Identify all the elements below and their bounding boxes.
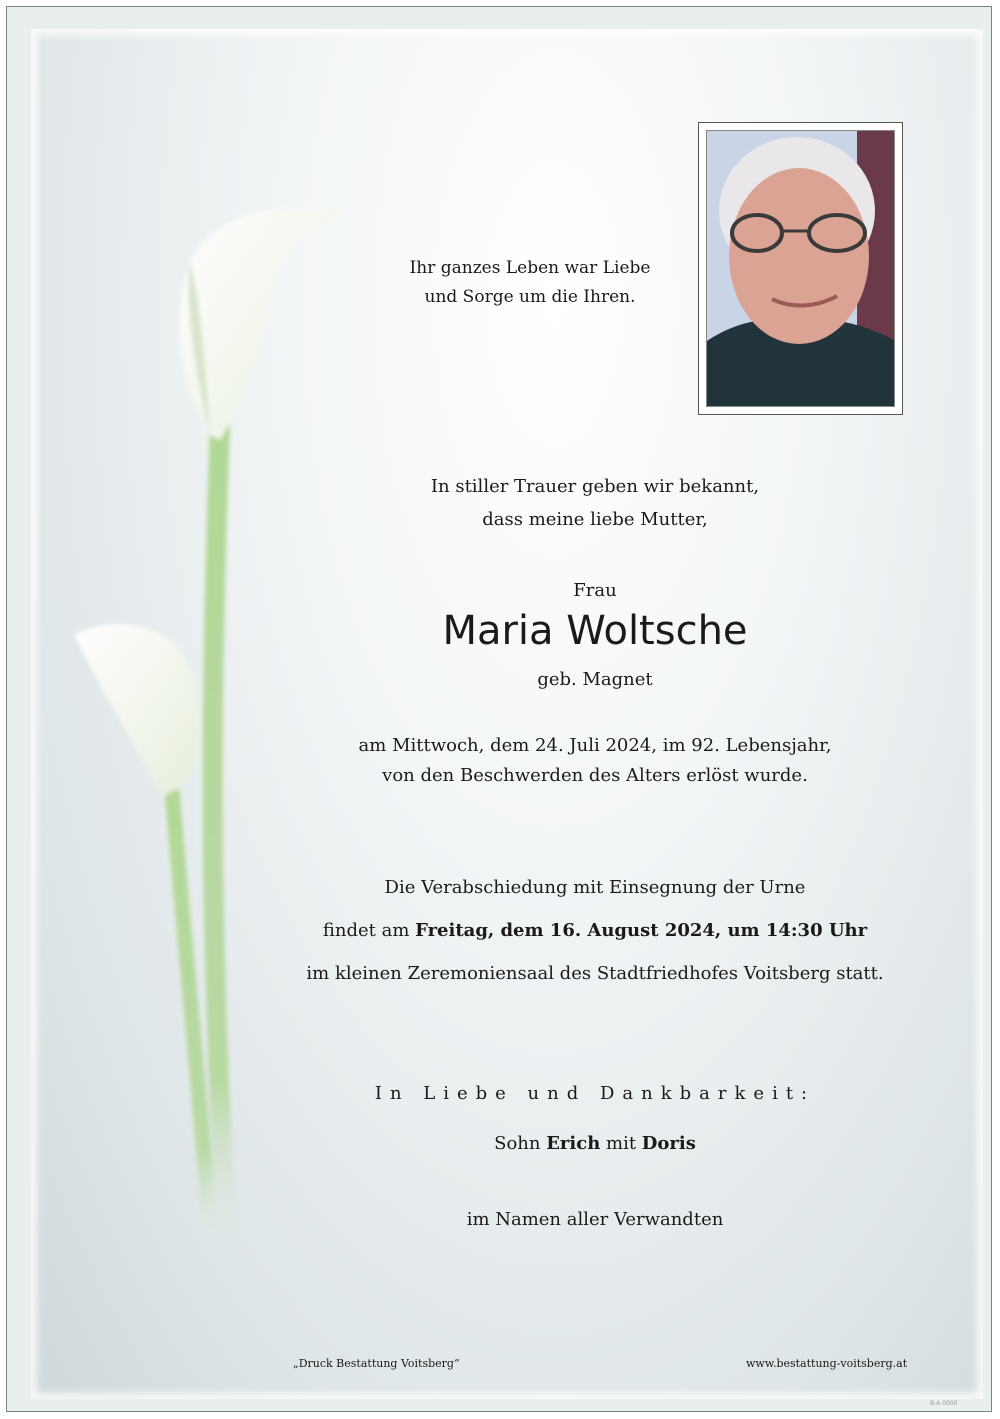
intro-text — [295, 470, 895, 536]
deceased-name: Maria Woltsche — [442, 608, 748, 654]
portrait-image — [707, 131, 895, 407]
mourner-name-2: Doris — [641, 1133, 696, 1154]
ceremony-line-1: Die Verabschiedung mit Einsegnung der Urne — [384, 877, 806, 898]
mourners — [295, 1133, 895, 1154]
thanks-heading: In Liebe und Dankbarkeit: — [374, 1083, 816, 1104]
motto-line-1: Ihr ganzes Leben war Liebe — [409, 258, 651, 278]
death-notice-line-1: am Mittwoch, dem 24. Juli 2024, im 92. Lebensjahr, — [358, 735, 832, 756]
corner-code: B-A 0000 — [930, 1400, 958, 1407]
death-notice — [295, 731, 895, 791]
portrait-photo — [706, 130, 895, 407]
birth-name: geb. Magnet — [537, 669, 653, 690]
mourners-prefix: Sohn — [494, 1133, 547, 1154]
salutation: Frau — [573, 580, 617, 601]
intro-line-1: In stiller Trauer geben wir bekannt, — [430, 476, 760, 497]
relatives-line: im Namen aller Verwandten — [466, 1209, 724, 1230]
ceremony-date: Freitag, dem 16. August 2024, um 14:30 Uhr — [415, 920, 868, 941]
mourners-mid: mit — [600, 1133, 642, 1154]
printer-credit: „Druck Bestattung Voitsberg“ — [293, 1357, 460, 1370]
motto-line-2: und Sorge um die Ihren. — [424, 287, 636, 307]
calla-lily-illustration — [60, 190, 380, 1270]
website-url: www.bestattung-voitsberg.at — [746, 1357, 908, 1370]
motto — [380, 254, 680, 312]
ceremony-date-prefix: findet am — [322, 920, 416, 941]
ceremony-line-2 — [295, 909, 895, 952]
death-notice-line-2: von den Beschwerden des Alters erlöst wurde. — [382, 765, 808, 786]
ceremony-line-3: im kleinen Zeremoniensaal des Stadtfriedhofes Voitsberg statt. — [306, 963, 884, 984]
ceremony-details — [295, 866, 895, 995]
portrait-frame — [698, 122, 903, 415]
intro-line-2: dass meine liebe Mutter, — [482, 509, 708, 530]
mourner-name-1: Erich — [546, 1133, 601, 1154]
